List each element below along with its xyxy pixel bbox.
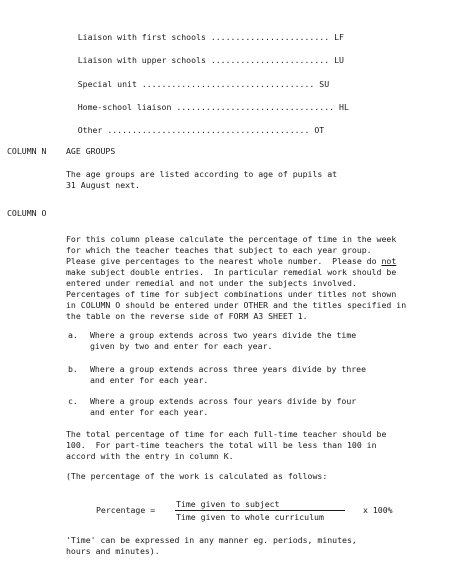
column-n-heading: AGE GROUPS — [66, 146, 116, 156]
formula-denominator: Time given to whole curriculum — [176, 512, 324, 522]
code-label: Special unit — [77, 79, 137, 90]
column-n-body-line: The age groups are listed according to age of pupils at — [66, 169, 338, 179]
code-label: Liaison with first schools — [77, 32, 206, 43]
code-row-other — [58, 114, 324, 148]
leader-dots: ........................ — [210, 55, 330, 66]
code-label: Liaison with upper schools — [77, 55, 206, 66]
code-abbrev: LF — [334, 32, 344, 43]
leader-dots: ................................ — [176, 102, 335, 113]
paragraph-line: The total percentage of time for each full-time teacher should be — [66, 429, 387, 439]
paragraph-line: accord with the entry in column K. — [66, 451, 234, 461]
paragraph-line: hours and minutes). — [66, 546, 160, 556]
list-item-line: Where a group extends across four years divide by four — [90, 396, 357, 406]
list-item-line: Where a group extends across two years divide the time — [90, 330, 357, 340]
column-o-paragraph-3: (The percentage of the work is calculated as follows: — [66, 471, 328, 481]
code-abbrev: OT — [314, 125, 325, 136]
list-item-line: given by two and enter for each year. — [90, 341, 273, 351]
paragraph-line: the table on the reverse side of FORM A3 SHEET 1. — [66, 311, 308, 321]
fraction-bar — [175, 510, 345, 511]
formula-multiplier: x 100% — [363, 505, 393, 515]
code-abbrev: LU — [334, 55, 344, 66]
list-item-marker: c. — [68, 396, 78, 406]
paragraph-line-with-emphasis — [66, 256, 396, 267]
paragraph-line: make subject double entries. In particular remedial work should be — [66, 267, 397, 277]
code-label: Home-school liaison — [77, 102, 172, 113]
paragraph-line: For this column please calculate the percentage of time in the week — [66, 234, 397, 244]
paragraph-line: for which the teacher teaches that subject to each year group. — [66, 245, 372, 255]
formula-lhs: Percentage = — [96, 505, 156, 515]
list-item-line: and enter for each year. — [90, 375, 209, 385]
list-item-line: and enter for each year. — [90, 407, 209, 417]
leader-dots: ................................... — [141, 79, 315, 90]
formula-numerator: Time given to subject — [176, 499, 280, 509]
paragraph-line: Percentages of time for subject combinations under titles not shown — [66, 289, 397, 299]
paragraph-line: 100. For part-time teachers the total will be less than 100 in — [66, 440, 377, 450]
list-item-marker: a. — [68, 330, 78, 340]
code-abbrev: HL — [339, 102, 349, 113]
paragraph-line: 'Time' can be expressed in any manner eg. periods, minutes, — [66, 535, 357, 545]
code-abbrev: SU — [319, 79, 330, 90]
code-label: Other — [77, 125, 103, 136]
list-item-line: Where a group extends across three years divide by three — [90, 364, 367, 374]
paragraph-text: Please give percentages to the nearest whole number. Please do — [66, 256, 382, 266]
list-item-marker: b. — [68, 364, 78, 374]
leader-dots: ......................................... — [107, 125, 310, 136]
leader-dots: ........................ — [210, 32, 330, 43]
paragraph-line: in COLUMN O should be entered under OTHER and the titles specified in — [66, 300, 407, 310]
column-o-label: COLUMN O — [7, 208, 47, 218]
paragraph-line: entered under remedial and not under the subjects involved. — [66, 278, 357, 288]
underlined-word: not — [381, 256, 397, 266]
column-n-label: COLUMN N — [7, 146, 47, 156]
column-n-body-line: 31 August next. — [66, 180, 140, 190]
